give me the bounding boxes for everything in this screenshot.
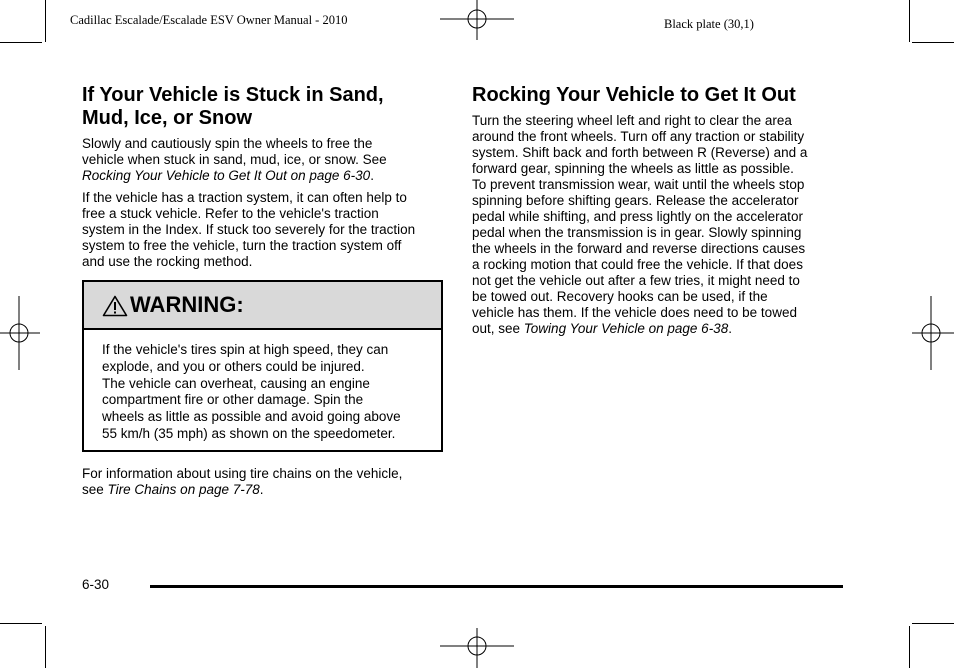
- paragraph-traction-system: [82, 190, 452, 270]
- registration-mark-bottom: [440, 628, 514, 668]
- text-line: 55 km/h (35 mph) as shown on the speedometer.: [102, 425, 396, 441]
- warning-title: WARNING:: [130, 292, 244, 317]
- cross-reference-link[interactable]: Towing Your Vehicle on page 6-38: [523, 321, 729, 336]
- text-line: If the vehicle has a traction system, it can often help to: [82, 190, 407, 205]
- text-line: system in the Index. If stuck too severely for the traction: [82, 222, 416, 237]
- warning-triangle-icon: [102, 295, 128, 317]
- text-line: To prevent transmission wear, wait until the wheels stop: [472, 177, 805, 192]
- punctuation: .: [259, 482, 264, 497]
- crop-mark-tl-h: [0, 42, 42, 43]
- text-line: the wheels in the forward and reverse directions causes: [472, 241, 806, 256]
- punctuation: .: [370, 168, 374, 183]
- paragraph-spin-wheels: [82, 136, 452, 184]
- text-line: The vehicle can overheat, causing an engine: [102, 375, 370, 391]
- text-line: vehicle when stuck in sand, mud, ice, or snow. See: [82, 152, 387, 167]
- crop-mark-br-h: [912, 623, 954, 624]
- cross-reference-line: [472, 321, 847, 337]
- text-line: For information about using tire chains on the vehicle,: [82, 466, 403, 481]
- cross-reference-link[interactable]: Tire Chains on page 7-78: [107, 482, 260, 497]
- cross-reference-line: [82, 482, 452, 498]
- registration-mark-right: [912, 296, 954, 370]
- crop-mark-bl-h: [0, 623, 42, 624]
- paragraph-tire-chains: [82, 466, 452, 498]
- heading-line-2: Mud, Ice, or Snow: [82, 107, 253, 129]
- text-line: a rocking motion that could free the vehicle. If that does: [472, 257, 803, 272]
- text-line: explode, and you or others could be injured.: [102, 358, 365, 374]
- see-text: see: [82, 482, 108, 497]
- header-plate-info: Black plate (30,1): [664, 17, 754, 31]
- crop-mark-tr-v: [909, 0, 910, 42]
- text-line: pedal while shifting, and press lightly on the accelerator: [472, 209, 803, 224]
- text-line: system. Shift back and forth between R (Reverse) and a: [472, 145, 808, 160]
- text-line: not get the vehicle out after a few tries, it might need to: [472, 273, 800, 288]
- punctuation: .: [728, 321, 732, 336]
- text-line: pedal when the transmission is in gear. Slowly spinning: [472, 225, 802, 240]
- text-line: Turn the steering wheel left and right to clear the area: [472, 113, 792, 128]
- crop-mark-bl-v: [45, 626, 46, 668]
- text-line: compartment fire or other damage. Spin the: [102, 392, 364, 408]
- crop-mark-br-v: [909, 626, 910, 668]
- registration-mark-left: [0, 296, 40, 370]
- text-line: spinning before shifting gears. Release the accelerator: [472, 193, 799, 208]
- section-heading-stuck: [82, 84, 452, 130]
- text-line: wheels as little as possible and avoid going above: [102, 409, 401, 425]
- heading-line-1: If Your Vehicle is Stuck in Sand,: [82, 84, 384, 106]
- footer-rule: [150, 585, 843, 588]
- text-line: If the vehicle's tires spin at high speed, they can: [102, 342, 389, 357]
- paragraph-rocking: [472, 113, 847, 337]
- text-line: free a stuck vehicle. Refer to the vehicle's traction: [82, 206, 379, 221]
- text-line: and use the rocking method.: [82, 254, 253, 269]
- page-number: 6-30: [82, 577, 110, 592]
- header-manual-title: Cadillac Escalade/Escalade ESV Owner Manual - 2010: [70, 13, 348, 27]
- warning-body: [102, 342, 432, 443]
- crop-mark-tl-v: [45, 0, 46, 42]
- cross-reference-line: [82, 168, 452, 184]
- registration-mark-top: [440, 0, 514, 40]
- cross-reference-link[interactable]: Rocking Your Vehicle to Get It Out on page 6-30: [82, 168, 371, 183]
- warning-box: [82, 280, 443, 452]
- crop-mark-tr-h: [912, 42, 954, 43]
- warning-header: [84, 282, 441, 330]
- see-text: out, see: [472, 321, 524, 336]
- text-line: around the front wheels. Turn off any traction or stability: [472, 129, 805, 144]
- section-heading-rocking: Rocking Your Vehicle to Get It Out: [472, 84, 796, 106]
- text-line: forward gear, spinning the wheels as little as possible.: [472, 161, 794, 176]
- text-line: system to free the vehicle, turn the traction system off: [82, 238, 402, 253]
- text-line: vehicle has them. If the vehicle does need to be towed: [472, 305, 797, 320]
- text-line: Slowly and cautiously spin the wheels to free the: [82, 136, 373, 151]
- text-line: be towed out. Recovery hooks can be used, if the: [472, 289, 768, 304]
